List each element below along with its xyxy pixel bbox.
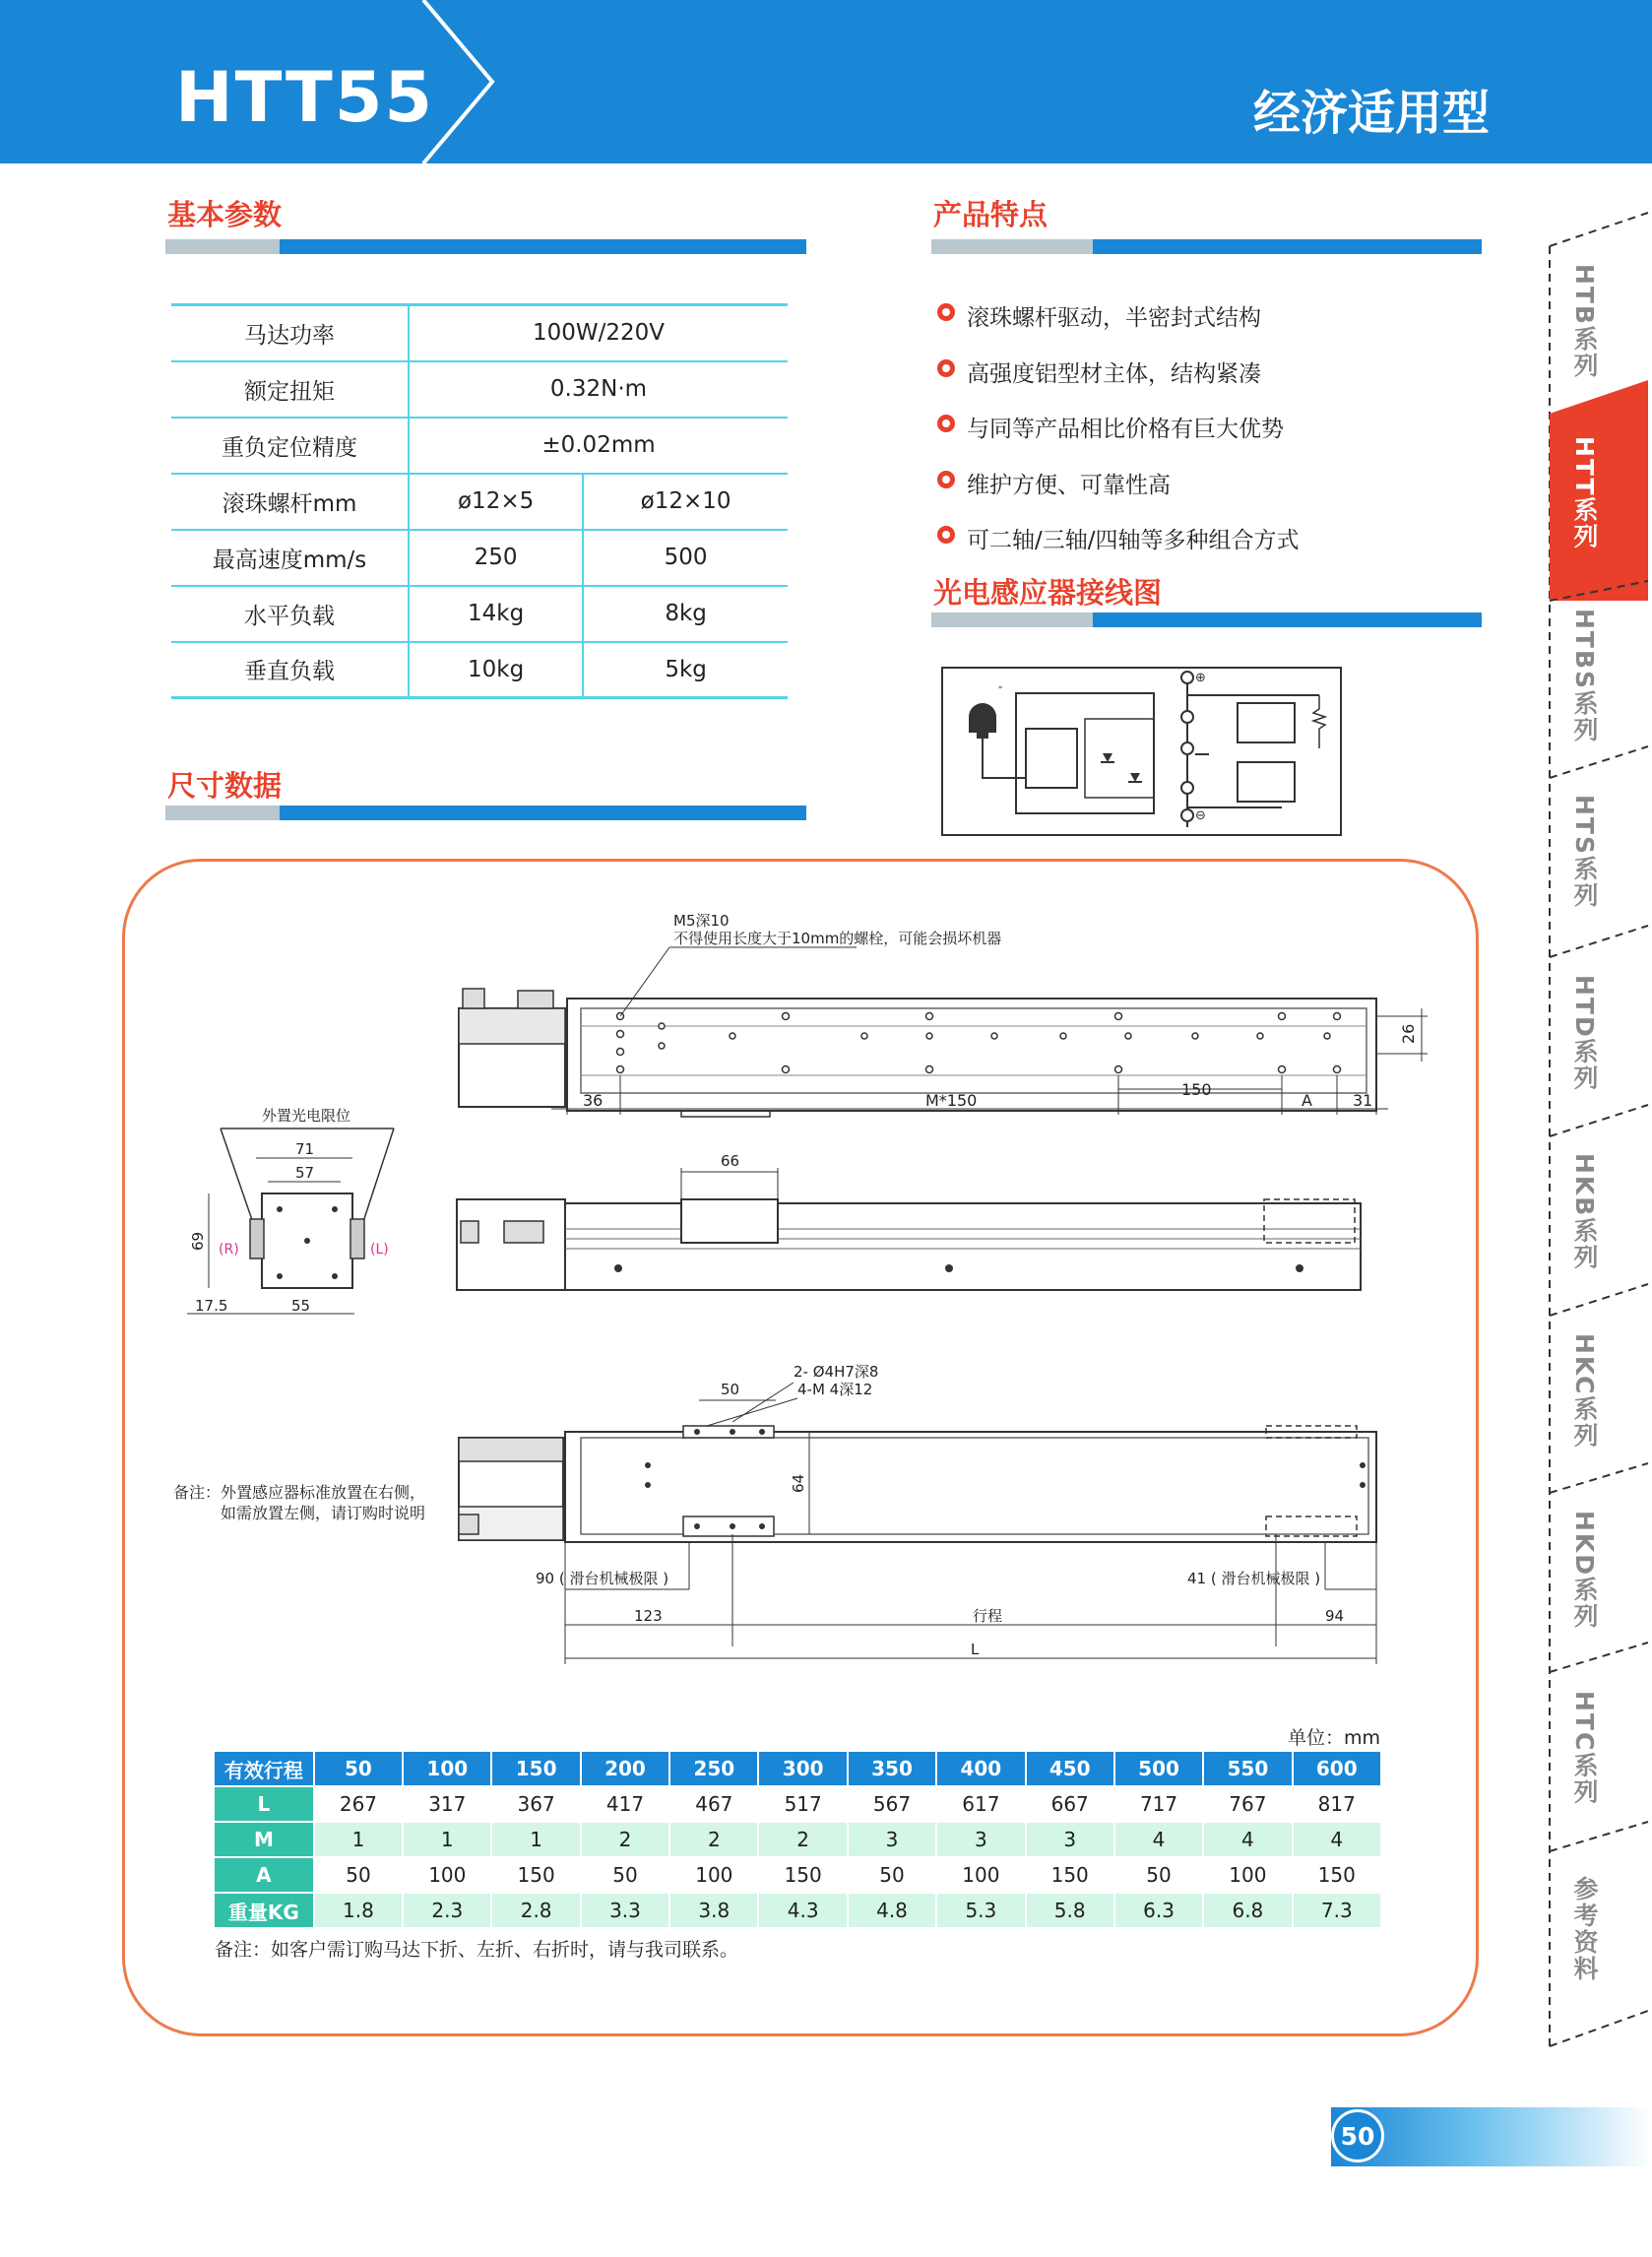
sensor-wiring-diagram [937,660,1361,837]
param-value-2: 8kg [583,586,788,642]
hole-spec-1: 2- Ø4H7深8 [794,1363,879,1381]
dim-36: 36 [583,1091,604,1110]
tab-reference[interactable]: 参考资料 [1570,1876,1599,1982]
params-table [171,303,788,699]
param-label: 马达功率 [171,305,409,361]
dim-57: 57 [295,1164,315,1182]
product-type: 经济适用型 [1252,86,1490,141]
table-note: 备注：如客户需订购马达下折、左折、右折时，请与我司联系。 [215,1939,739,1961]
table-row: L 267 317 367 417 467 517 567 617 667 717 767 817 [214,1786,1381,1822]
bullet-icon [937,415,955,432]
bullet-icon [937,526,955,544]
params-row [171,305,788,361]
tab-htb[interactable]: HTB系列 [1570,264,1599,380]
row-header: M [214,1822,314,1857]
dimension-table [213,1750,1382,1929]
page-header [0,0,1652,163]
param-value-2: ø12×10 [583,474,788,530]
param-label: 额定扭矩 [171,361,409,418]
label-r: (R) [219,1242,239,1257]
table-row: 重量KG 1.8 2.3 2.8 3.3 3.8 4.3 4.8 5.3 5.8 6.3 6.8 7.3 [214,1893,1381,1928]
param-value: 100W/220V [409,305,788,361]
dim-l: L [971,1641,980,1658]
dim-69: 69 [189,1231,207,1251]
bullet-icon [937,303,955,321]
dim-17-5: 17.5 [195,1297,228,1315]
param-value-1: 10kg [409,642,583,698]
svg-text:⊕: ⊕ [1195,671,1206,685]
sensor-rule [931,613,1482,627]
dim-55: 55 [291,1297,311,1315]
sensor-note-line2: 如需放置左侧，请订购时说明 [221,1504,426,1522]
hole-spec-2: 4-M 4深12 [797,1381,873,1398]
dim-31: 31 [1353,1091,1373,1110]
dim-26: 26 [1399,1023,1418,1044]
sensor-title: 光电感应器接线图 [933,576,1163,610]
param-label: 垂直负载 [171,642,409,698]
params-row [171,642,788,698]
params-row [171,474,788,530]
dims-title: 尺寸数据 [167,769,283,803]
dim-m150: M*150 [925,1091,978,1110]
bullet-icon [937,359,955,377]
param-value-2: 500 [583,530,788,586]
tab-htbs[interactable]: HTBS系列 [1570,609,1599,744]
svg-text:⊖: ⊖ [1195,808,1206,823]
page-number: 50 [1331,2109,1384,2162]
features-rule [931,239,1482,254]
param-label: 滚珠螺杆mm [171,474,409,530]
tab-htd[interactable]: HTD系列 [1570,974,1599,1092]
ext-sensor-label: 外置光电限位 [262,1107,351,1125]
tab-htt[interactable]: HTT系列 [1570,436,1599,550]
dim-41: 41 ( 滑台机械极限 ) [1187,1570,1321,1587]
side-view-drawing [453,1150,1398,1298]
tab-htc[interactable]: HTC系列 [1570,1690,1599,1806]
param-value-1: 250 [409,530,583,586]
svg-text:″: ″ [998,684,1003,698]
param-label: 最高速度mm/s [171,530,409,586]
tab-hts[interactable]: HTS系列 [1570,795,1599,909]
top-view-drawing [433,906,1437,1118]
dim-71: 71 [295,1140,315,1158]
table-row: M 1 1 1 2 2 2 3 3 3 4 4 4 [214,1822,1381,1857]
param-label: 水平负载 [171,586,409,642]
param-value-2: 5kg [583,642,788,698]
params-row [171,530,788,586]
row-header: L [214,1786,314,1822]
row-header: A [214,1857,314,1893]
param-value-1: 14kg [409,586,583,642]
dim-66: 66 [721,1152,740,1170]
params-row [171,418,788,474]
sensor-note-line1: 备注：外置感应器标准放置在右侧， [173,1483,426,1502]
param-value: ±0.02mm [409,418,788,474]
dim-64: 64 [790,1473,807,1493]
model-title: HTT55 [175,57,435,138]
dims-rule [165,806,806,820]
dim-stroke: 行程 [973,1607,1003,1625]
row-header: 重量KG [214,1893,314,1928]
table-row: 有效行程 50 100 150 200 250 300 350 400 450 500 550 600 [214,1751,1381,1786]
m5-note-line2: 不得使用长度大于10mm的螺栓，可能会损坏机器 [673,930,1002,947]
tab-hkd[interactable]: HKD系列 [1570,1511,1599,1631]
label-l: (L) [370,1242,389,1257]
params-row [171,361,788,418]
params-rule [165,239,806,254]
bullet-icon [937,471,955,488]
dim-94: 94 [1325,1607,1345,1625]
row-header: 有效行程 [214,1751,314,1786]
end-view-drawing [177,1103,433,1339]
dim-90: 90 ( 滑台机械极限 ) [536,1570,669,1587]
dim-a: A [1302,1091,1312,1110]
table-row: A 50 100 150 50 100 150 50 100 150 50 100 150 [214,1857,1381,1893]
unit-label: 单位：mm [1288,1727,1381,1749]
param-value: 0.32N·m [409,361,788,418]
param-label: 重负定位精度 [171,418,409,474]
dim-123: 123 [634,1607,663,1625]
tab-hkc[interactable]: HKC系列 [1570,1333,1599,1450]
features-title: 产品特点 [933,198,1048,231]
params-row [171,586,788,642]
m5-note-line1: M5深10 [673,912,730,930]
params-title: 基本参数 [167,198,283,231]
tab-hkb[interactable]: HKB系列 [1570,1153,1599,1271]
dim-50: 50 [721,1381,740,1398]
param-value-1: ø12×5 [409,474,583,530]
dim-150: 150 [1181,1080,1212,1099]
